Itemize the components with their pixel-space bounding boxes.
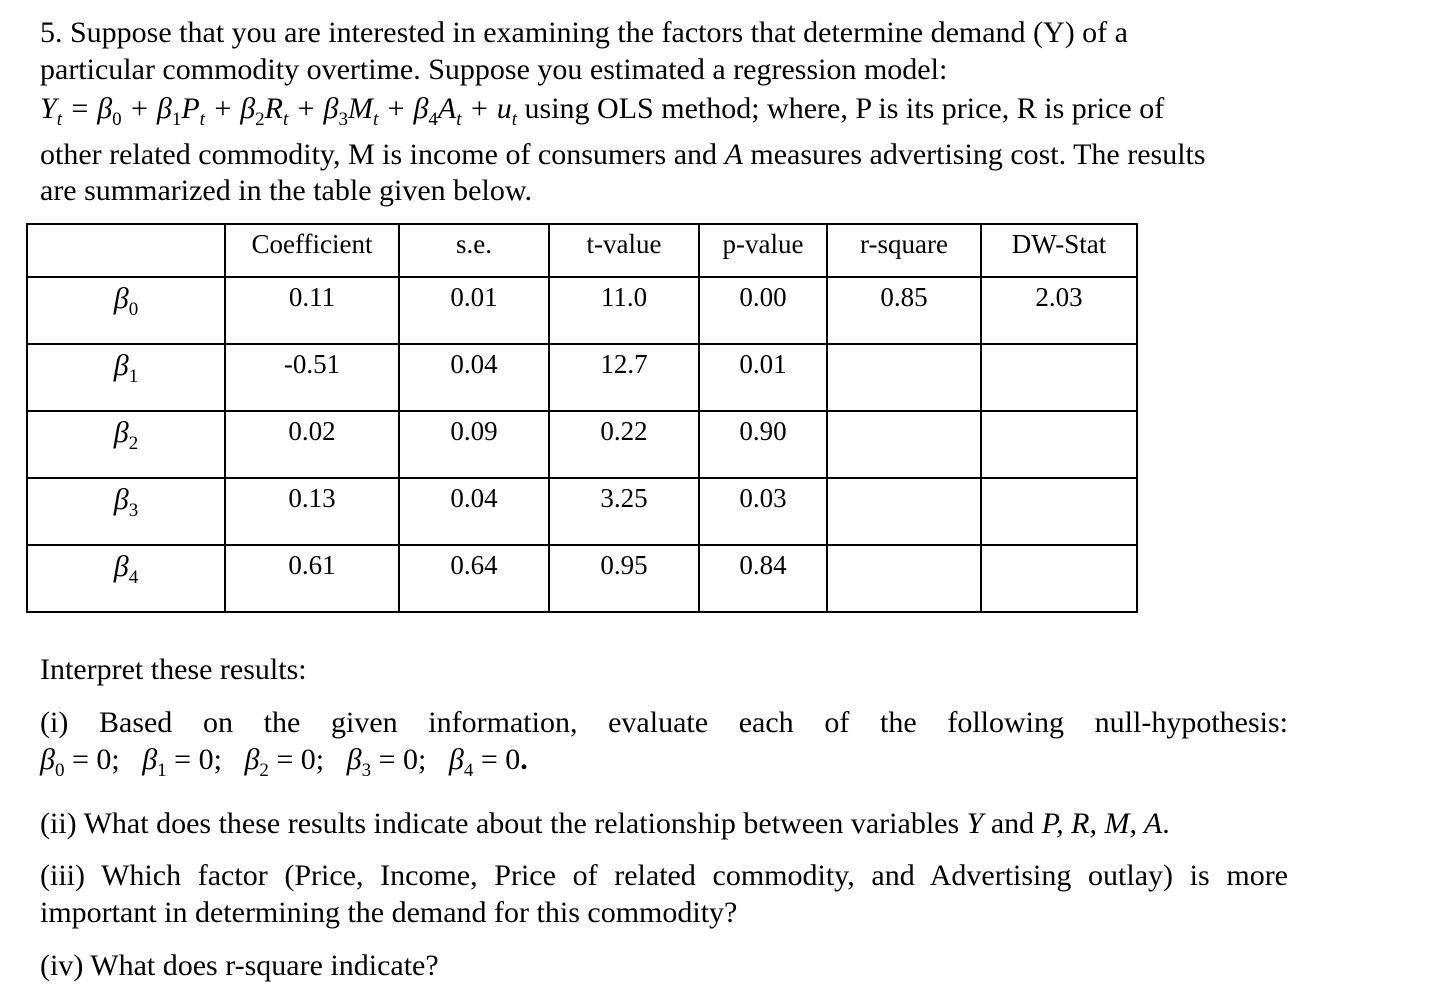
question-3-line-1: (iii) Which factor (Price, Income, Price of related commodity, and Advertising outlay) is more	[40, 859, 1288, 892]
param-cell: $\beta_1$	[27, 344, 225, 411]
dw-cell: 2.03	[981, 277, 1137, 344]
r2-cell	[827, 411, 981, 478]
coef-cell: -0.51	[225, 344, 399, 411]
header-se: s.e.	[399, 224, 549, 277]
table-row	[27, 277, 1137, 344]
regression-results-table	[26, 223, 1138, 613]
t-cell: 11.0	[549, 277, 699, 344]
model-suffix: using OLS method; where, P is its price, R is price of	[517, 92, 1165, 125]
se-cell: 0.04	[399, 478, 549, 545]
dw-cell	[981, 411, 1137, 478]
r2-cell	[827, 344, 981, 411]
table-row	[27, 411, 1137, 478]
p-cell: 0.84	[699, 545, 827, 612]
r2-cell: 0.85	[827, 277, 981, 344]
question-2: (ii) What does these results indicate about the relationship between variables Y and P, R, M, A.	[40, 807, 1170, 840]
p-cell: 0.03	[699, 478, 827, 545]
question-1: (i) Based on the given information, evaluate each of the following null-hypothesis:	[40, 706, 1288, 739]
header-t-value: t-value	[549, 224, 699, 277]
param-cell: $\beta_4$	[27, 545, 225, 612]
questions-heading: Interpret these results:	[40, 653, 307, 686]
se-cell: 0.64	[399, 545, 549, 612]
table-header-row	[27, 224, 1137, 277]
regression-equation: $Y_t = \beta_0 + \beta_1P_t + \beta_2R_t + \beta_3M_t + \beta_4A_t + u_t$	[40, 92, 518, 130]
t-cell: 12.7	[549, 344, 699, 411]
intro-line-2: particular commodity overtime. Suppose you estimated a regression model:	[40, 53, 948, 86]
param-cell: $\beta_0$	[27, 277, 225, 344]
header-coefficient: Coefficient	[225, 224, 399, 277]
header-p-value: p-value	[699, 224, 827, 277]
p-cell: 0.01	[699, 344, 827, 411]
question-3-line-2: important in determining the demand for this commodity?	[40, 896, 738, 929]
coef-cell: 0.13	[225, 478, 399, 545]
intro-line-1: 5. Suppose that you are interested in examining the factors that determine demand (Y) of a	[40, 16, 1128, 49]
intro-line-5: are summarized in the table given below.	[40, 174, 533, 207]
table-row	[27, 478, 1137, 545]
dw-cell	[981, 478, 1137, 545]
se-cell: 0.01	[399, 277, 549, 344]
coef-cell: 0.02	[225, 411, 399, 478]
dw-cell	[981, 545, 1137, 612]
header-r-square: r-square	[827, 224, 981, 277]
header-dw-stat: DW-Stat	[981, 224, 1137, 277]
coef-cell: 0.61	[225, 545, 399, 612]
t-cell: 3.25	[549, 478, 699, 545]
t-cell: 0.95	[549, 545, 699, 612]
p-cell: 0.00	[699, 277, 827, 344]
intro-line-4: other related commodity, M is income of consumers and A measures advertising cost. The results	[40, 138, 1206, 171]
t-cell: 0.22	[549, 411, 699, 478]
coef-cell: 0.11	[225, 277, 399, 344]
p-cell: 0.90	[699, 411, 827, 478]
table-row	[27, 344, 1137, 411]
r2-cell	[827, 545, 981, 612]
regression-model-line	[40, 90, 1164, 138]
dw-cell	[981, 344, 1137, 411]
header-cell	[27, 224, 225, 277]
table-row	[27, 545, 1137, 612]
se-cell: 0.04	[399, 344, 549, 411]
r2-cell	[827, 478, 981, 545]
question-4: (iv) What does r-square indicate?	[40, 949, 439, 982]
se-cell: 0.09	[399, 411, 549, 478]
param-cell: $\beta_2$	[27, 411, 225, 478]
param-cell: $\beta_3$	[27, 478, 225, 545]
null-hypotheses: $\beta_0 = 0$; $\beta_1 = 0$; $\beta_2 = 0$; $\beta_3 = 0$; $\beta_4 = 0$.	[40, 743, 528, 781]
